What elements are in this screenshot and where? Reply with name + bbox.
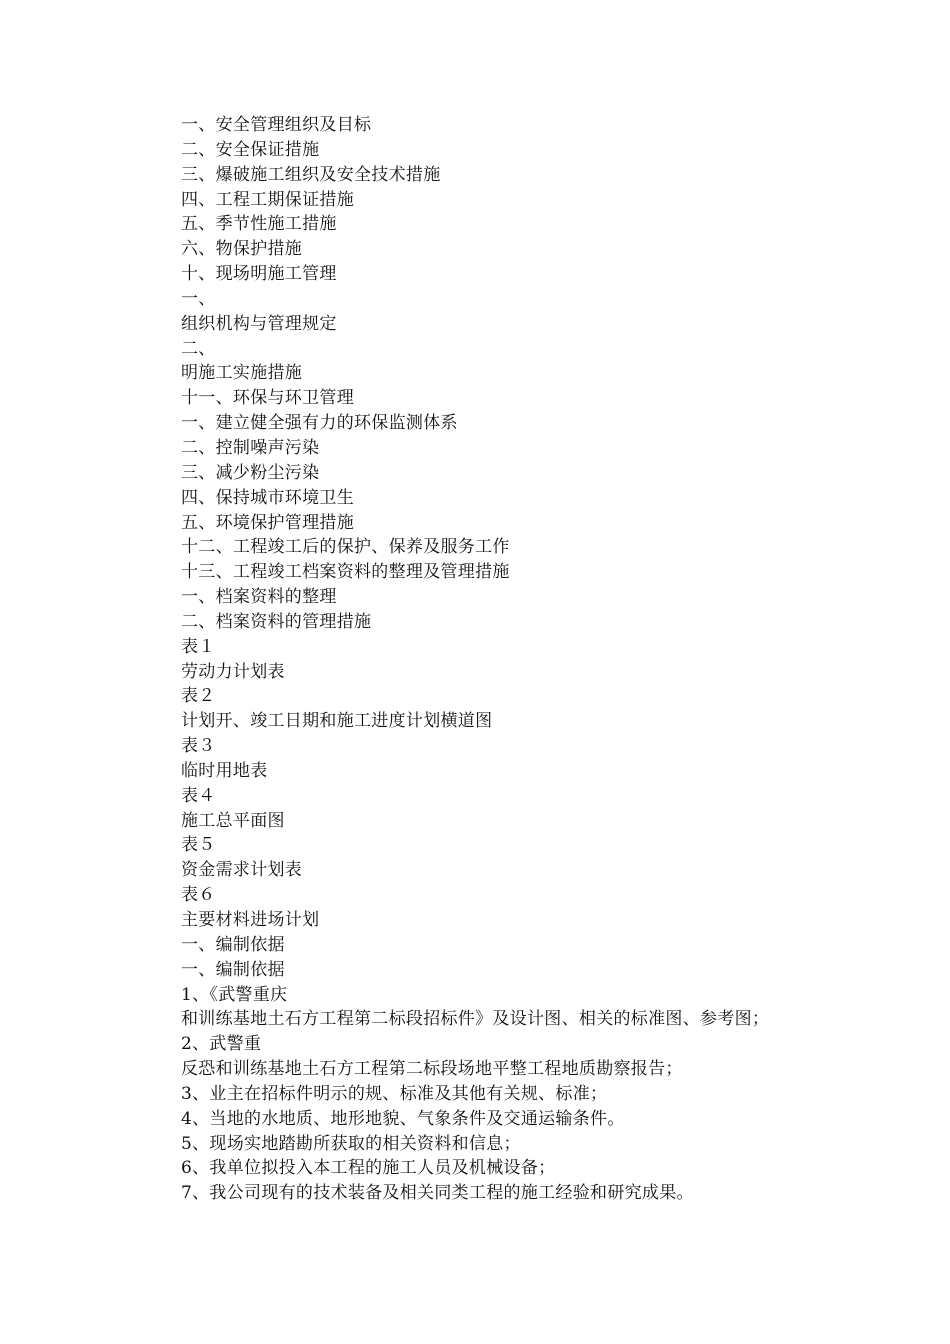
text-line: 临时用地表 bbox=[181, 760, 268, 781]
text-line: 十一、环保与环卫管理 bbox=[181, 388, 354, 409]
text-line: 计划开、竣工日期和施工进度计划横道图 bbox=[181, 711, 493, 732]
text-line: 一、 bbox=[181, 288, 216, 309]
text-line: 和训练基地土石方工程第二标段招标件》及设计图、相关的标准图、参考图； bbox=[181, 1009, 770, 1030]
text-line: 7、我公司现有的技术装备及相关同类工程的施工经验和研究成果。 bbox=[181, 1183, 694, 1204]
text-line: 资金需求计划表 bbox=[181, 860, 303, 881]
text-line: 三、爆破施工组织及安全技术措施 bbox=[181, 164, 441, 185]
text-line: 明施工实施措施 bbox=[181, 363, 303, 384]
text-line: 六、物保护措施 bbox=[181, 239, 303, 260]
text-line: 表３ bbox=[181, 736, 216, 757]
text-line: 6、我单位拟投入本工程的施工人员及机械设备； bbox=[181, 1158, 556, 1179]
text-line: 二、安全保证措施 bbox=[181, 139, 320, 160]
text-line: 4、当地的水地质、地形地貌、气象条件及交通运输条件。 bbox=[181, 1108, 625, 1129]
text-line: 五、环境保护管理措施 bbox=[181, 512, 354, 533]
text-line: 表２ bbox=[181, 686, 216, 707]
text-line: 二、 bbox=[181, 338, 216, 359]
text-line: 十二、工程竣工后的保护、保养及服务工作 bbox=[181, 537, 510, 558]
text-line: 一、建立健全强有力的环保监测体系 bbox=[181, 413, 458, 434]
text-line: 一、安全管理组织及目标 bbox=[181, 115, 372, 135]
text-line: 组织机构与管理规定 bbox=[181, 313, 337, 334]
text-line: 表６ bbox=[181, 885, 216, 906]
text-line: 二、控制噪声污染 bbox=[181, 437, 320, 458]
text-line: 2、武警重 bbox=[181, 1034, 262, 1055]
text-line: 十三、工程竣工档案资料的整理及管理措施 bbox=[181, 562, 510, 583]
text-line: 表１ bbox=[181, 636, 216, 657]
text-line: 劳动力计划表 bbox=[181, 661, 285, 682]
text-line: 3、业主在招标件明示的规、标准及其他有关规、标准； bbox=[181, 1083, 608, 1104]
document-body bbox=[181, 113, 881, 1206]
text-line: 十、现场明施工管理 bbox=[181, 264, 337, 285]
text-line: 一、编制依据 bbox=[181, 934, 285, 955]
text-line: 施工总平面图 bbox=[181, 810, 285, 831]
text-line: 5、现场实地踏勘所获取的相关资料和信息； bbox=[181, 1133, 521, 1154]
text-line: 一、编制依据 bbox=[181, 959, 285, 980]
text-line: 四、工程工期保证措施 bbox=[181, 189, 354, 210]
text-line: 一、档案资料的整理 bbox=[181, 587, 337, 608]
text-line: 表５ bbox=[181, 835, 216, 856]
text-line: 反恐和训练基地土石方工程第二标段场地平整工程地质勘察报告； bbox=[181, 1059, 683, 1080]
text-line: 二、档案资料的管理措施 bbox=[181, 611, 372, 632]
text-line: 主要材料进场计划 bbox=[181, 910, 320, 930]
text-line: 表４ bbox=[181, 785, 216, 806]
text-line: 1、《武警重庆 bbox=[181, 984, 288, 1005]
text-line: 三、减少粉尘污染 bbox=[181, 462, 320, 483]
text-line: 四、保持城市环境卫生 bbox=[181, 487, 354, 508]
text-line: 五、季节性施工措施 bbox=[181, 214, 337, 235]
